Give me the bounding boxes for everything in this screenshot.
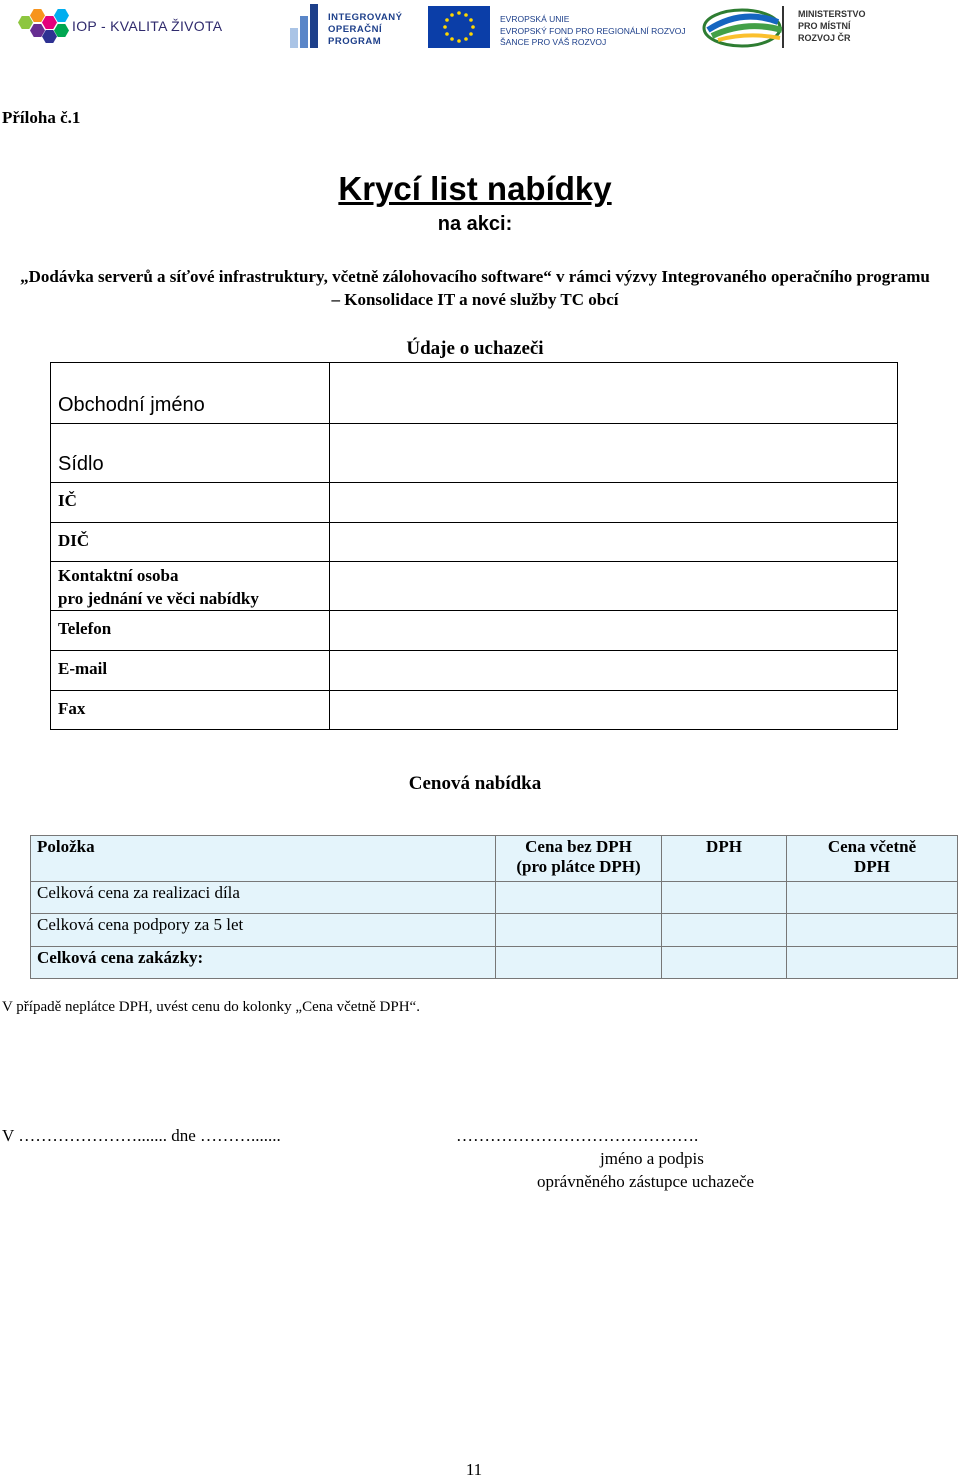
table-row	[51, 363, 898, 424]
value-fax[interactable]	[330, 691, 898, 730]
table-row	[51, 611, 898, 651]
iop2-line1: INTEGROVANÝ	[328, 12, 403, 23]
header-item: Položka	[31, 836, 496, 882]
table-row	[51, 523, 898, 562]
hex-icon	[30, 24, 45, 37]
eu-line3: ŠANCE PRO VÁŠ ROZVOJ	[500, 37, 607, 47]
label-dic: DIČ	[51, 523, 330, 562]
section-applicant-heading: Údaje o uchazeči	[406, 338, 544, 359]
value-contact-person[interactable]	[330, 562, 898, 611]
attachment-label: Příloha č.1	[2, 108, 81, 127]
hex-icon	[54, 9, 69, 22]
applicant-table	[50, 362, 898, 730]
table-row	[51, 562, 898, 611]
label-ic: IČ	[51, 483, 330, 523]
cell-total[interactable]	[787, 947, 958, 979]
header-total-line1: Cena včetně	[827, 837, 917, 856]
value-company-name[interactable]	[330, 363, 898, 424]
cell-price[interactable]	[496, 947, 662, 979]
iop2-line3: PROGRAM	[328, 36, 382, 47]
eu-logo	[428, 4, 690, 50]
signature-caption-1: jméno a podpis	[600, 1149, 704, 1168]
mmr-line2: PRO MÍSTNÍ	[798, 21, 851, 31]
page-subtitle: na akci:	[437, 213, 513, 235]
section-price-heading: Cenová nabídka	[408, 773, 542, 794]
page-number: 11	[465, 1460, 483, 1479]
mmr-emblem-icon	[702, 6, 792, 48]
mmr-line3: ROZVOJ ČR	[798, 33, 851, 43]
header-price-excl-vat	[496, 836, 662, 882]
cell-price[interactable]	[496, 914, 662, 947]
label-contact-line1: Kontaktní osoba	[58, 566, 179, 585]
integrovany-operacni-program-logo	[290, 4, 412, 50]
cell-total[interactable]	[787, 882, 958, 914]
table-row	[51, 651, 898, 691]
cell-vat[interactable]	[662, 947, 787, 979]
cell-price[interactable]	[496, 882, 662, 914]
hex-icon	[42, 30, 57, 43]
label-company-name: Obchodní jméno	[51, 363, 330, 424]
hex-icon	[42, 16, 57, 29]
label-phone: Telefon	[51, 611, 330, 651]
table-row	[31, 882, 958, 914]
header-price-line1: Cena bez DPH	[525, 837, 632, 856]
eu-line1: EVROPSKÁ UNIE	[500, 14, 570, 24]
signature-caption-2: oprávněného zástupce uchazeče	[537, 1172, 755, 1191]
project-description: „Dodávka serverů a síťové infrastruktury, včetně zálohovacího software“ v rámci výzvy Integrovaného operačního programu – Konsolidace IT a nové služby TC obcí	[20, 267, 930, 309]
table-row	[51, 424, 898, 483]
label-seat: Sídlo	[51, 424, 330, 483]
value-seat[interactable]	[330, 424, 898, 483]
cell-total[interactable]	[787, 914, 958, 947]
label-email: E-mail	[51, 651, 330, 691]
header-price-incl-vat	[787, 836, 958, 882]
header-total-line2: DPH	[854, 857, 890, 876]
label-contact-line2: pro jednání ve věci nabídky	[58, 589, 259, 608]
place-date-line: V …………………....... dne ……….......	[2, 1126, 281, 1145]
price-table	[30, 835, 958, 979]
mmr-logo	[702, 4, 872, 50]
label-contact-person	[51, 562, 330, 611]
value-dic[interactable]	[330, 523, 898, 562]
value-ic[interactable]	[330, 483, 898, 523]
iop-kvalita-zivota-logo	[18, 8, 223, 48]
row-item-support: Celková cena podpory za 5 let	[31, 914, 496, 947]
label-fax: Fax	[51, 691, 330, 730]
vat-note: V případě neplátce DPH, uvést cenu do kolonky „Cena včetně DPH“.	[2, 999, 420, 1015]
program-bars-icon	[290, 4, 320, 48]
value-phone[interactable]	[330, 611, 898, 651]
eu-flag-icon	[428, 6, 490, 48]
value-email[interactable]	[330, 651, 898, 691]
row-item-realization: Celková cena za realizaci díla	[31, 882, 496, 914]
table-row	[51, 483, 898, 523]
hex-icon	[18, 16, 33, 29]
table-header-row	[31, 836, 958, 882]
signature-dots: …………………………………….	[456, 1126, 699, 1145]
cell-vat[interactable]	[662, 914, 787, 947]
table-row	[31, 914, 958, 947]
iop-logo-text: IOP - KVALITA ŽIVOTA	[72, 18, 223, 34]
hex-icon	[54, 24, 69, 37]
mmr-line1: MINISTERSTVO	[798, 9, 866, 19]
eu-line2: EVROPSKÝ FOND PRO REGIONÁLNÍ ROZVOJ	[500, 25, 686, 36]
row-item-total: Celková cena zakázky:	[31, 947, 496, 979]
header-price-line2: (pro plátce DPH)	[516, 857, 641, 876]
header-vat: DPH	[662, 836, 787, 882]
table-row	[51, 691, 898, 730]
iop2-line2: OPERAČNÍ	[328, 24, 383, 35]
table-row	[31, 947, 958, 979]
cell-vat[interactable]	[662, 882, 787, 914]
page-title: Krycí list nabídky	[338, 170, 612, 207]
hex-icon	[30, 9, 45, 22]
